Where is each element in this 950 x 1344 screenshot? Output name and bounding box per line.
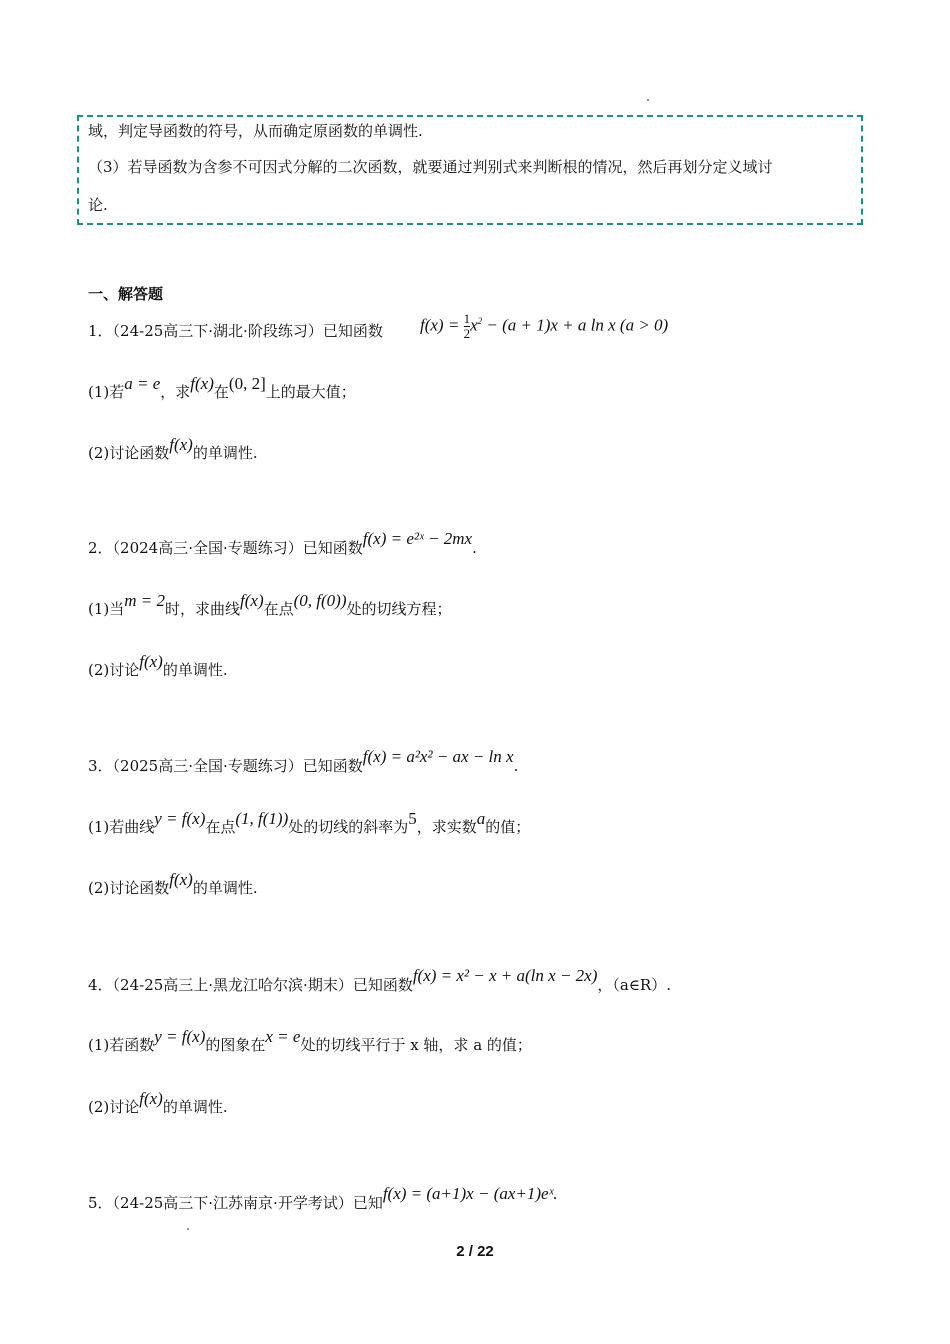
q2-p2-m1: f(x) <box>139 652 163 671</box>
q3-p2-t2: 的单调性. <box>192 879 258 897</box>
q2-part2 <box>88 652 228 680</box>
q1-p2-t1: (2)讨论函数 <box>88 444 170 462</box>
q3-part2 <box>88 870 258 898</box>
q2-p1-m2: f(x) <box>240 591 264 610</box>
q4-p2-t1: (2)讨论 <box>88 1098 140 1116</box>
q2-p1-m1: m = 2 <box>124 591 165 610</box>
q1-formula: f(x) = $\frac{1}{2}$ $x^2 - (a + 1)x + a$ ln x (a > 0) <box>420 311 669 341</box>
q4-stem-suffix: ，（a∈R）. <box>597 976 671 994</box>
tip-line-3: 论. <box>88 196 108 214</box>
scan-dot-2 <box>187 1228 189 1230</box>
q2-p1-t2: 时，求曲线 <box>165 600 241 618</box>
q4-p1-m2: x = e <box>265 1027 301 1046</box>
tip-line-1: 域，判定导函数的符号，从而确定原函数的单调性. <box>88 122 423 140</box>
q3-p1-t1: (1)若曲线 <box>88 818 155 836</box>
q3-p2-m1: f(x) <box>169 870 193 889</box>
q1-p1-t2: ，求 <box>160 383 191 401</box>
q2-p2-t1: (2)讨论 <box>88 661 140 679</box>
q2-part1 <box>88 591 452 619</box>
q3-p1-t3: 处的切线的斜率为 <box>288 818 409 836</box>
q4-p2-m1: f(x) <box>139 1089 163 1108</box>
section-title: 一、解答题 <box>88 285 164 303</box>
q3-p1-t2: 在点 <box>205 818 236 836</box>
q1-p2-t2: 的单调性. <box>192 444 258 462</box>
q5-stem <box>88 1184 558 1213</box>
q2-p2-t2: 的单调性. <box>162 661 228 679</box>
q2-p1-t4: 处的切线方程； <box>346 600 452 618</box>
q3-p2-t1: (2)讨论函数 <box>88 879 170 897</box>
q1-p1-m1: a = e <box>124 374 161 393</box>
q3-part1 <box>88 809 531 837</box>
q2-stem-suffix: . <box>472 539 477 557</box>
q2-stem-prefix: 2．（2024高三·全国·专题练习）已知函数 <box>88 539 363 557</box>
q3-stem-prefix: 3．（2025高三·全国·专题练习）已知函数 <box>88 757 363 775</box>
q2-p1-t3: 在点 <box>263 600 294 618</box>
q1-part2 <box>88 435 258 463</box>
q4-p1-t2: 的图象在 <box>205 1036 266 1054</box>
q1-p1-t4: 上的最大值； <box>265 383 356 401</box>
q3-stem <box>88 747 519 776</box>
q4-p1-t1: (1)若函数 <box>88 1036 155 1054</box>
q1-p1-m2: f(x) <box>190 374 214 393</box>
q1-p1-t3: 在 <box>213 383 229 401</box>
q3-p1-m2: (1, f(1)) <box>235 809 289 828</box>
q3-p1-m3: 5 <box>408 809 417 828</box>
q2-stem <box>88 529 477 558</box>
q1-stem: 1．（24-25高三下·湖北·阶段练习）已知函数 <box>88 322 383 340</box>
page-number: 2 / 22 <box>456 1243 494 1260</box>
q3-stem-suffix: . <box>513 757 519 775</box>
q2-formula: f(x) = e²ˣ − 2mx <box>362 529 473 548</box>
q3-formula: f(x) = a²x² − ax − ln x <box>362 747 514 766</box>
q5-formula: f(x) = (a+1)x − (ax+1)eˣ. <box>382 1184 558 1203</box>
q4-p2-t2: 的单调性. <box>162 1098 228 1116</box>
q2-p1-m3: (0, f(0)) <box>293 591 347 610</box>
q5-stem-prefix: 5．（24-25高三下·江苏南京·开学考试）已知 <box>88 1194 383 1212</box>
q3-p1-t4: ，求实数 <box>416 818 477 836</box>
q3-p1-t5: 的值； <box>485 818 531 836</box>
scan-dot <box>647 99 649 101</box>
q3-p1-m4: a <box>476 809 486 828</box>
q1-p2-m1: f(x) <box>169 435 193 454</box>
q4-stem <box>88 966 671 995</box>
q4-part2 <box>88 1089 228 1117</box>
q4-stem-prefix: 4．（24-25高三上·黑龙江哈尔滨·期末）已知函数 <box>88 976 413 994</box>
q1-p1-m3: (0, 2] <box>228 374 266 393</box>
q4-part1 <box>88 1027 532 1055</box>
q1-p1-t1: (1)若 <box>88 383 125 401</box>
q1-part1 <box>88 374 356 402</box>
q4-p1-t3: 处的切线平行于 x 轴，求 a 的值； <box>300 1036 532 1054</box>
q2-p1-t1: (1)当 <box>88 600 125 618</box>
q4-formula: f(x) = x² − x + a(ln x − 2x) <box>412 966 598 985</box>
q3-p1-m1: y = f(x) <box>154 809 206 828</box>
q4-p1-m1: y = f(x) <box>154 1027 206 1046</box>
tip-line-2: （3）若导函数为含参不可因式分解的二次函数，就要通过判别式来判断根的情况，然后再划分定义域讨 <box>88 158 773 176</box>
